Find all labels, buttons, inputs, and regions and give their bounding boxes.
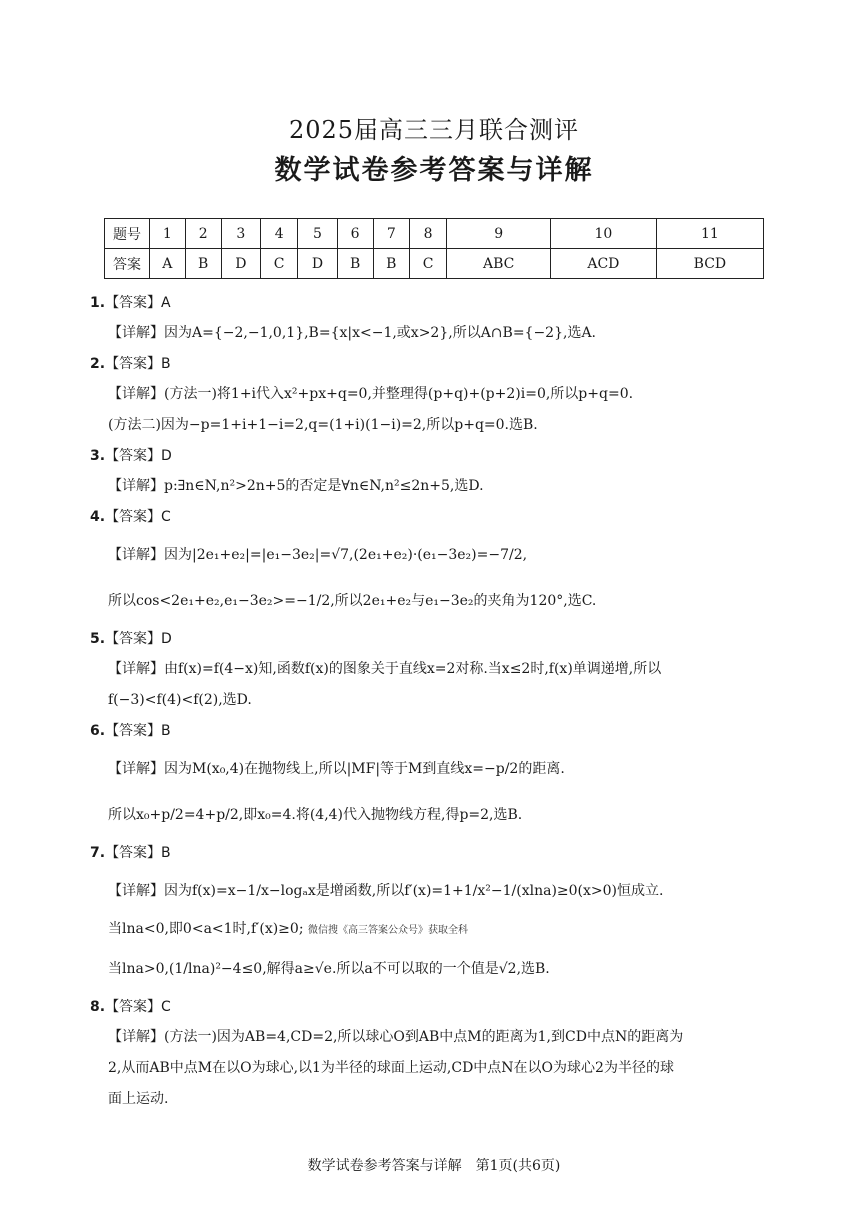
- answer-table-answer-row: [105, 249, 764, 279]
- table-cell: 10: [551, 219, 657, 249]
- table-cell: B: [185, 249, 221, 279]
- solution-line: 【详解】由f(x)=f(4−x)知,函数f(x)的图象关于直线x=2对称.当x≤2时,f(x)单调递增,所以: [108, 661, 662, 677]
- table-cell: A: [150, 249, 186, 279]
- question-number: 2.: [90, 356, 106, 372]
- question-number: 3.: [90, 448, 106, 464]
- answer-label: 【答案】A: [105, 295, 171, 311]
- table-cell: D: [221, 249, 260, 279]
- answer-label: 【答案】D: [105, 448, 172, 464]
- exam-subtitle: 数学试卷参考答案与详解: [274, 155, 594, 186]
- answer-label: 【答案】D: [105, 631, 172, 647]
- table-cell: 3: [221, 219, 260, 249]
- table-cell: 5: [298, 219, 337, 249]
- answer-label: 【答案】B: [105, 356, 171, 372]
- table-cell: 11: [656, 219, 763, 249]
- answer-label: 【答案】C: [105, 509, 171, 525]
- answer-table: [104, 218, 764, 279]
- solution-line: f(−3)<f(4)<f(2),选D.: [108, 692, 252, 708]
- table-cell: C: [260, 249, 298, 279]
- table-cell: B: [337, 249, 373, 279]
- page-footer: 数学试卷参考答案与详解 第1页(共6页): [307, 1158, 561, 1174]
- solution-line: 【详解】因为|2e₁+e₂|=|e₁−3e₂|=√7,(2e₁+e₂)·(e₁−3e₂)=−7/2,: [108, 547, 528, 563]
- solution-line: 【详解】(方法一)因为AB=4,CD=2,所以球心O到AB中点M的距离为1,到CD中点N的距离为: [108, 1029, 684, 1045]
- question-number: 8.: [90, 999, 106, 1015]
- answer-label: 【答案】B: [105, 845, 171, 861]
- table-cell: 2: [185, 219, 221, 249]
- question-8: [90, 992, 780, 1115]
- exam-title: 2025届高三三月联合测评: [288, 116, 580, 144]
- question-5: [90, 624, 780, 716]
- answer-label: 【答案】B: [105, 723, 171, 739]
- solution-line: (方法二)因为−p=1+i+1−i=2,q=(1+i)(1−i)=2,所以p+q=0.选B.: [108, 417, 538, 433]
- question-number: 5.: [90, 631, 106, 647]
- solution-line: 所以cos<2e₁+e₂,e₁−3e₂>=−1/2,所以2e₁+e₂与e₁−3e₂的夹角为120°,选C.: [108, 593, 597, 609]
- table-row-label: 题号: [105, 219, 150, 249]
- table-cell: ABC: [447, 249, 551, 279]
- table-cell: BCD: [656, 249, 763, 279]
- question-number: 1.: [90, 295, 106, 311]
- solution-line: 【详解】(方法一)将1+i代入x²+px+q=0,并整理得(p+q)+(p+2)i=0,所以p+q=0.: [108, 386, 634, 402]
- solution-line: 2,从而AB中点M在以O为球心,以1为半径的球面上运动,CD中点N在以O为球心2为半径的球: [108, 1060, 674, 1076]
- table-cell: 9: [447, 219, 551, 249]
- solution-line: [90, 914, 780, 946]
- solution-line: 面上运动.: [108, 1091, 169, 1107]
- table-cell: B: [373, 249, 409, 279]
- question-1: [90, 288, 780, 349]
- solution-line: 当lna>0,(1/lna)²−4≤0,解得a≥√e.所以a不可以取的一个值是√2,选B.: [108, 961, 550, 977]
- question-3: [90, 441, 780, 502]
- solution-text: 当lna<0,即0<a<1时,f′(x)≥0;: [108, 921, 304, 937]
- table-cell: D: [298, 249, 337, 279]
- table-row-label: 答案: [105, 249, 150, 279]
- solution-line: 【详解】因为f(x)=x−1/x−logₐx是增函数,所以f′(x)=1+1/x²−1/(xlna)≥0(x>0)恒成立.: [108, 883, 664, 899]
- solution-line: 【详解】因为M(x₀,4)在抛物线上,所以|MF|等于M到直线x=−p/2的距离.: [108, 761, 565, 777]
- question-number: 6.: [90, 723, 106, 739]
- answer-table-number-row: [105, 219, 764, 249]
- question-6: [90, 716, 780, 838]
- table-cell: ACD: [551, 249, 657, 279]
- answer-label: 【答案】C: [105, 999, 171, 1015]
- solutions: [90, 288, 780, 1115]
- question-2: [90, 349, 780, 441]
- table-cell: C: [409, 249, 447, 279]
- question-7: [90, 838, 780, 992]
- table-cell: 8: [409, 219, 447, 249]
- solution-line: 【详解】因为A={−2,−1,0,1},B={x|x<−1,或x>2},所以A∩B={−2},选A.: [108, 325, 597, 341]
- watermark-note: 微信搜《高三答案公众号》获取全科: [308, 925, 468, 936]
- table-cell: 7: [373, 219, 409, 249]
- solution-line: 【详解】p:∃n∈N,n²>2n+5的否定是∀n∈N,n²≤2n+5,选D.: [108, 478, 484, 494]
- question-number: 7.: [90, 845, 106, 861]
- table-cell: 4: [260, 219, 298, 249]
- table-cell: 6: [337, 219, 373, 249]
- question-number: 4.: [90, 509, 106, 525]
- question-4: [90, 502, 780, 624]
- table-cell: 1: [150, 219, 186, 249]
- solution-line: 所以x₀+p/2=4+p/2,即x₀=4.将(4,4)代入抛物线方程,得p=2,选B.: [108, 807, 523, 823]
